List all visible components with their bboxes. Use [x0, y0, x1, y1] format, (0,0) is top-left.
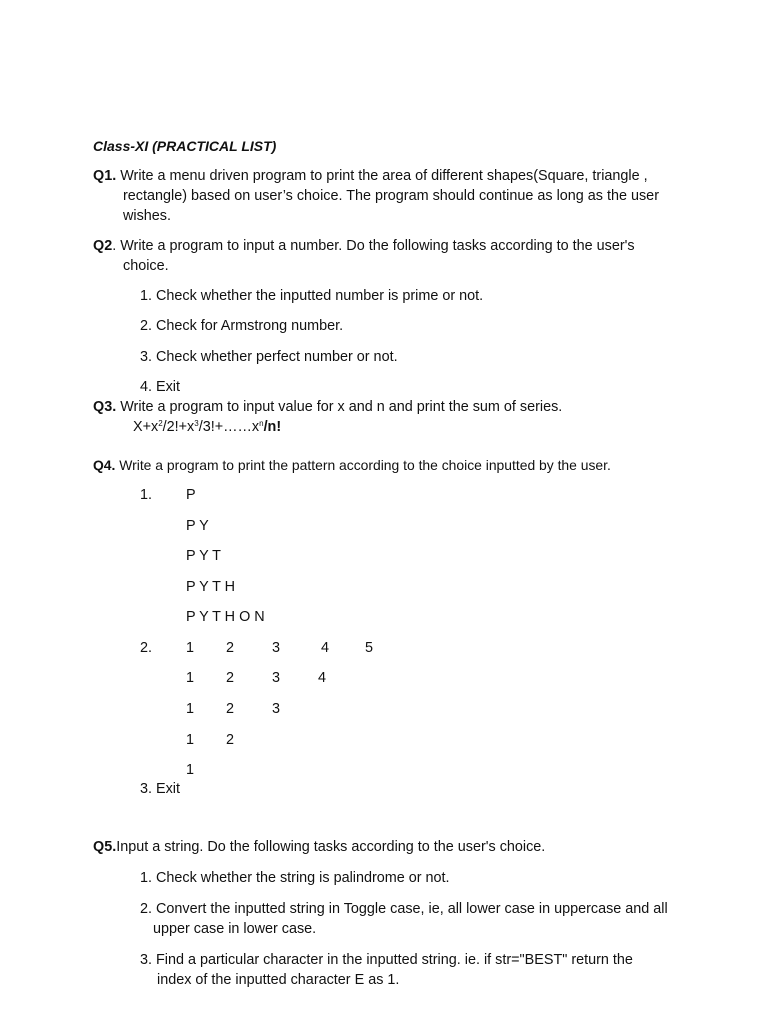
pattern-2-cell: 1: [186, 732, 195, 748]
q1-label: Q1.: [93, 168, 117, 184]
pattern-1-row-1: P: [186, 487, 196, 503]
q5-line-1: [93, 838, 545, 856]
series-sup-3: n: [259, 419, 264, 428]
series-part-4: /n!: [263, 419, 282, 435]
pattern-2-cell: 4: [318, 670, 327, 686]
pattern-2-cell: 2: [226, 732, 235, 748]
series-sup-2: 3: [194, 419, 199, 428]
q2-item-4: 4. Exit: [140, 379, 180, 395]
series-part-1: X+x: [133, 419, 159, 435]
q1-line-2: rectangle) based on user’s choice. The program should continue as long as the user: [123, 188, 659, 204]
q3-label: Q3.: [93, 399, 117, 415]
series-part-2: /2!+x: [162, 419, 195, 435]
pattern-1-number: 1.: [140, 487, 153, 503]
series-sup-1: 2: [158, 419, 163, 428]
pattern-2-cell: 2: [226, 670, 235, 686]
pattern-exit: 3. Exit: [140, 781, 180, 797]
pattern-2-cell: 5: [365, 640, 374, 656]
q5-item-2-line-1: 2. Convert the inputted string in Toggle case, ie, all lower case in uppercase and all: [140, 901, 668, 917]
pattern-2-cell: 1: [186, 762, 195, 778]
pattern-1-row-2: P Y: [186, 518, 209, 534]
q4-text-1: Write a program to print the pattern according to the choice inputted by the user.: [115, 457, 611, 473]
q5-item-3-line-2: index of the inputted character E as 1.: [157, 972, 400, 988]
q3-text-1: Write a program to input value for x and n and print the sum of series.: [116, 399, 563, 415]
pattern-2-number: 2.: [140, 640, 153, 656]
q4-label: Q4.: [93, 457, 116, 473]
q4-line-1: [93, 456, 611, 474]
q2-label: Q2: [93, 238, 113, 254]
q2-item-2: 2. Check for Armstrong number.: [140, 318, 344, 334]
pattern-2-cell: 1: [186, 670, 195, 686]
q1-text-1: Write a menu driven program to print the area of different shapes(Square, triangle ,: [116, 168, 648, 184]
q2-item-1: 1. Check whether the inputted number is prime or not.: [140, 288, 484, 304]
pattern-1-row-3: P Y T: [186, 548, 221, 564]
q5-item-3-line-1: 3. Find a particular character in the inputted string. ie. if str="BEST" return the: [140, 952, 633, 968]
pattern-2-cell: 3: [272, 670, 281, 686]
q3-line-1: [93, 398, 562, 416]
pattern-2-cell: 1: [186, 640, 195, 656]
pattern-2-cell: 3: [272, 640, 281, 656]
pattern-2-cell: 2: [226, 701, 235, 717]
q2-line-2: choice.: [123, 258, 169, 274]
q5-label: Q5.: [93, 839, 117, 855]
pattern-2-cell: 4: [321, 640, 330, 656]
pattern-1-row-4: P Y T H: [186, 579, 236, 595]
page-title: Class-XI (PRACTICAL LIST): [93, 138, 277, 154]
series-part-3: /3!+……x: [198, 419, 260, 435]
q2-item-3: 3. Check whether perfect number or not.: [140, 349, 398, 365]
q1-line-1: [93, 167, 648, 185]
pattern-2-cell: 1: [186, 701, 195, 717]
q5-text-1: Input a string. Do the following tasks according to the user's choice.: [116, 839, 546, 855]
pattern-1-row-5: P Y T H O N: [186, 609, 265, 625]
q5-item-2-line-2: upper case in lower case.: [153, 921, 317, 937]
q3-series: [133, 418, 281, 436]
q1-line-3: wishes.: [123, 208, 171, 224]
pattern-2-cell: 2: [226, 640, 235, 656]
q5-item-1: 1. Check whether the string is palindrome or not.: [140, 870, 450, 886]
pattern-2-cell: 3: [272, 701, 281, 717]
q2-text-1: . Write a program to input a number. Do the following tasks according to the user's: [112, 238, 635, 254]
q2-line-1: [93, 237, 635, 255]
